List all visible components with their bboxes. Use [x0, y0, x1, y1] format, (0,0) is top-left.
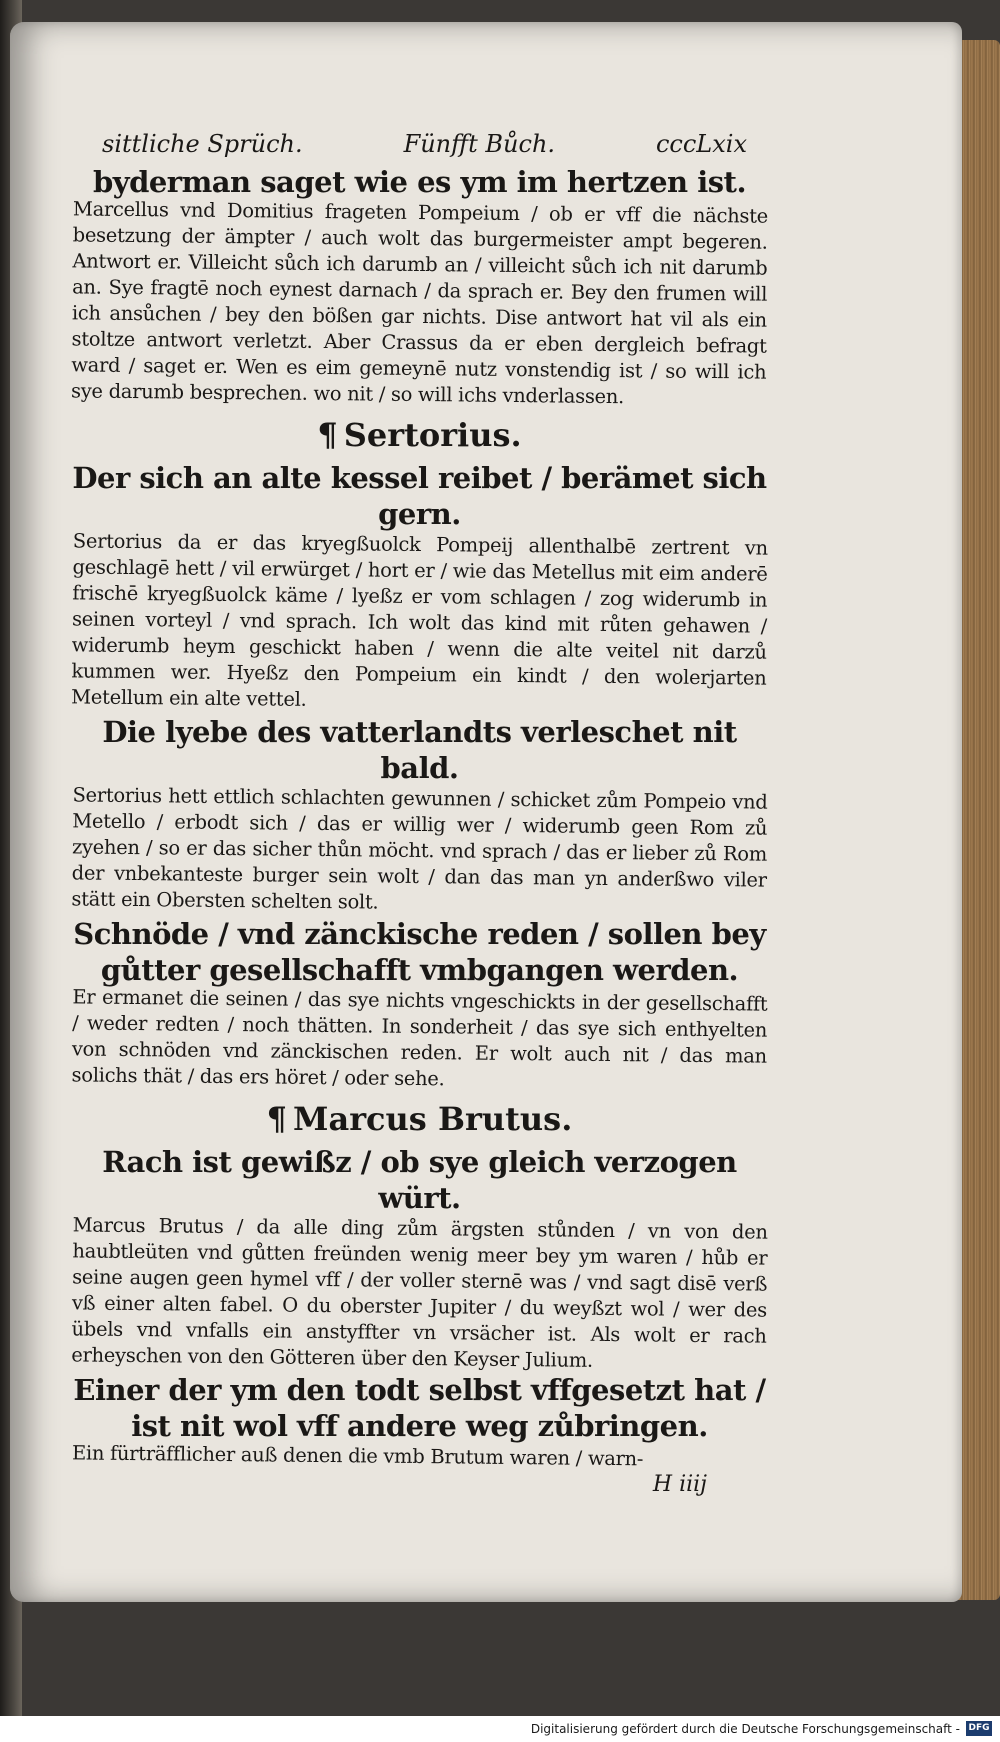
section-title — [72, 412, 767, 458]
heading: Die lyebe des vatterlandts verleschet nit bald. — [102, 715, 737, 785]
running-head — [72, 130, 767, 158]
heading: Schnöde / vnd zänckische reden / sollen bey gůtter gesellschafft vmbgangen werden. — [73, 917, 766, 987]
footer-credit: Digitalisierung gefördert durch die Deutsche Forschungsgemeinschaft - — [530, 1722, 960, 1736]
paragraph: Ein fürträfflicher auß denen die vmb Brutum waren / warn- — [71, 1441, 644, 1471]
footer-bar — [0, 1716, 1000, 1742]
paragraph: Marcus Brutus / da alle ding zům ärgsten stůnden / vn von den haubtleüten vnd gůtten freünden wenig meer bey ym waren / hůb er seine augen geen hymel vff / der voller sternē was / vnd sagt disē verß vß einer alten fabel. O du oberster Jupiter / du weyßzt wol / wer des übels vnd vnfalls ein anstyffter vn vrsächer ist. Als wolt er rach erheyschen von den Götteren über den Keyser Julium. — [71, 1213, 768, 1372]
section-title — [72, 1096, 767, 1142]
section-title-text: Marcus Brutus. — [293, 1100, 573, 1138]
paragraph: Sertorius da er das kryegßuolck Pompeij allenthalbē zertrent vn geschlagē hett / vil erwürget / hort er / wie das Metellus mit eim anderē frischē kryegßuolck käme / lyeßz er vom schlagen / zog widerumb in seinen vorteyl / vnd sprach. Ich wolt das kind mit růten gehawen / widerumb heym geschickt haben / wenn die alte veitel nit darzů kummen wer. Hyeßz den Pompeium ein kindt / den wolerjarten Metellum ein alte vettel. — [71, 529, 768, 711]
heading: Einer der ym den todt selbst vffgesetzt hat / ist nit wol vff andere weg zůbringen. — [73, 1373, 766, 1443]
pilcrow-icon: ¶ — [266, 1100, 288, 1138]
heading: Der sich an alte kessel reibet / berämet sich gern. — [72, 461, 767, 531]
paragraph: Er ermanet die seinen / das sye nichts vngeschickts in der gesellschafft / weder redten / noch thätten. In sonderheit / das sye sich enthyelten von schnöden vnd zänckischen reden. Er wolt auch nit / das man solichs thät / das ers höret / oder sehe. — [71, 985, 768, 1091]
section-title-text: Sertorius. — [343, 416, 522, 454]
heading: byderman saget wie es ym im hertzen ist. — [92, 165, 747, 199]
pilcrow-icon: ¶ — [317, 416, 338, 454]
paragraph: Sertorius hett ettlich schlachten gewunnen / schicket zům Pompeio vnd Metello / erbodt sich / das er willig wer / widerumb geen Rom zů zyehen / so er das sicher thůn möcht. vnd sprach / das er lieber zů Rom der vnbekanteste burger sein wolt / dan das man yn anderßwo viler stätt ein Obersten schelten solt. — [71, 783, 768, 914]
book-page — [10, 22, 962, 1602]
book-page-edges — [958, 40, 1000, 1600]
running-head-folio: cccLxix — [655, 130, 747, 158]
signature-mark: H iiij — [652, 1472, 707, 1497]
dfg-logo: DFG — [966, 1721, 992, 1736]
running-head-left: sittliche Sprüch. — [102, 130, 303, 158]
text-block — [72, 130, 767, 1497]
paragraph: Marcellus vnd Domitius frageten Pompeium / ob er vff die nächste besetzung der ämpter / auch wolt das burgermeister ampt begeren. Antwort er. Villeicht sůch ich darumb an / villeicht sůch ich nit darumb an. Sye fragtē noch eynest darnach / da sprach er. Bey den frumen will ich ansůchen / bey den bößen gar nichts. Dise antwort hat vil als ein stoltze antwort verletzt. Aber Crassus da er eben dergleich befragt ward / saget er. Wen es eim gemeynē nutz vonstendig ist / so will ich sye darumb besprechen. wo nit / so will ichs vnderlassen. — [70, 197, 769, 409]
running-head-center: Fünfft Bůch. — [403, 130, 556, 158]
heading: Rach ist gewißz / ob sye gleich verzogen würt. — [102, 1145, 737, 1215]
